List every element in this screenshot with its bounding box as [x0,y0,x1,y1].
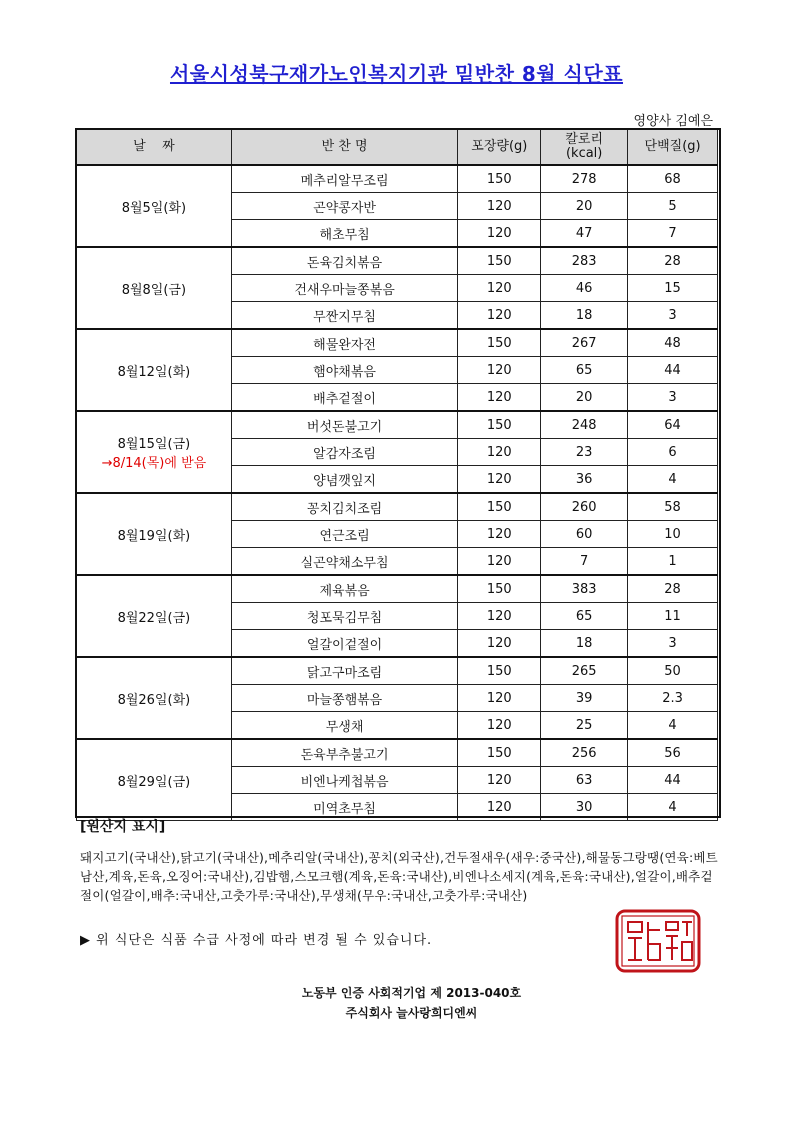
kcal-cell: 25 [541,712,628,740]
weight-cell: 150 [458,493,541,521]
dish-name-cell: 무짠지무침 [231,302,458,330]
weight-cell: 120 [458,220,541,248]
date-label: 8월19일(화) [117,528,191,544]
date-label: 8월26일(화) [117,692,191,708]
protein-cell: 7 [628,220,718,248]
protein-cell: 4 [628,794,718,821]
dish-name-cell: 메추리알무조림 [231,165,458,193]
weight-cell: 120 [458,466,541,494]
protein-cell: 28 [628,575,718,603]
header-protein: 단백질(g) [628,130,718,166]
table-row [77,493,718,521]
weight-cell: 150 [458,739,541,767]
header-date: 날 짜 [77,130,232,166]
date-label: 8월15일(금) [117,437,191,452]
dish-name-cell: 배추겉절이 [231,384,458,412]
kcal-cell: 283 [541,247,628,275]
table-row [77,247,718,275]
weight-cell: 150 [458,411,541,439]
kcal-cell: 23 [541,439,628,466]
kcal-cell: 248 [541,411,628,439]
dish-name-cell: 돈육부추불고기 [231,739,458,767]
table-row [77,165,718,193]
origin-text: 돼지고기(국내산),닭고기(국내산),메추리알(국내산),꽁치(외국산),건두절새우(새우:중국산),해물동그랑땡(연육:베트남산,계육,돈육,오징어:국내산),김밥햄,스모크햄(계육,돈육:국내산),비엔나소세지(계육,돈육:국내산),얼갈이,배추겉절이(얼갈이,배추:국내산,고춧가루:국내산),무생채(무우:국내산,고춧가루:국내산) [80,850,718,903]
kcal-cell: 47 [541,220,628,248]
dish-name-cell: 연근조림 [231,521,458,548]
certification-line: 노동부 인증 사회적기업 제 2013-040호 [301,986,522,1000]
protein-cell: 56 [628,739,718,767]
kcal-cell: 18 [541,302,628,330]
weight-cell: 120 [458,384,541,412]
kcal-cell: 260 [541,493,628,521]
protein-cell: 44 [628,357,718,384]
date-cell [77,411,232,493]
dish-name-cell: 곤약콩자반 [231,193,458,220]
dish-name-cell: 알감자조림 [231,439,458,466]
dish-name-cell: 해물완자전 [231,329,458,357]
protein-cell: 11 [628,603,718,630]
dish-name-cell: 비엔나케첩볶음 [231,767,458,794]
table-header-row [77,130,718,166]
weight-cell: 150 [458,575,541,603]
protein-cell: 15 [628,275,718,302]
kcal-cell: 383 [541,575,628,603]
weight-cell: 120 [458,685,541,712]
header-dish: 반 찬 명 [231,130,458,166]
dish-name-cell: 양념깻잎지 [231,466,458,494]
weight-cell: 120 [458,357,541,384]
dish-name-cell: 건새우마늘쫑볶음 [231,275,458,302]
page-title: 서울시성북구재가노인복지기관 밑반찬 8월 식단표 [169,62,624,86]
dish-name-cell: 얼갈이겉절이 [231,630,458,658]
date-label: 8월22일(금) [117,610,191,626]
company-name: 주식회사 늘사랑희디엔씨 [345,1006,478,1020]
weight-cell: 150 [458,329,541,357]
dish-name-cell: 햄야채볶음 [231,357,458,384]
dish-name-cell: 미역초무침 [231,794,458,821]
protein-cell: 48 [628,329,718,357]
protein-cell: 3 [628,384,718,412]
date-label: 8월5일(화) [121,200,187,216]
protein-cell: 4 [628,466,718,494]
company-seal-stamp [614,908,702,974]
kcal-cell: 65 [541,603,628,630]
dish-name-cell: 마늘쫑햄볶음 [231,685,458,712]
protein-cell: 68 [628,165,718,193]
table-row [77,411,718,439]
change-notice: ▶ 위 식단은 식품 수급 사정에 따라 변경 될 수 있습니다. [80,933,433,948]
weight-cell: 120 [458,439,541,466]
kcal-cell: 265 [541,657,628,685]
weight-cell: 150 [458,657,541,685]
kcal-cell: 46 [541,275,628,302]
date-label: 8월29일(금) [117,774,191,790]
protein-cell: 64 [628,411,718,439]
table-row [77,739,718,767]
date-cell [77,739,232,821]
dish-name-cell: 실곤약채소무침 [231,548,458,576]
kcal-cell: 39 [541,685,628,712]
protein-cell: 4 [628,712,718,740]
dish-name-cell: 꽁치김치조림 [231,493,458,521]
protein-cell: 50 [628,657,718,685]
table-row [77,657,718,685]
dish-name-cell: 돈육김치볶음 [231,247,458,275]
dish-name-cell: 해초무침 [231,220,458,248]
date-change-note: →8/14(목)에 받음 [101,456,207,471]
protein-cell: 1 [628,548,718,576]
protein-cell: 2.3 [628,685,718,712]
protein-cell: 44 [628,767,718,794]
dish-name-cell: 제육볶음 [231,575,458,603]
weight-cell: 120 [458,302,541,330]
weight-cell: 120 [458,548,541,576]
weight-cell: 120 [458,275,541,302]
weight-cell: 120 [458,193,541,220]
origin-heading: [원산지 표시] [80,819,166,835]
menu-table [76,129,718,821]
protein-cell: 6 [628,439,718,466]
weight-cell: 150 [458,247,541,275]
dish-name-cell: 닭고구마조림 [231,657,458,685]
kcal-cell: 267 [541,329,628,357]
date-cell [77,493,232,575]
date-cell [77,247,232,329]
weight-cell: 120 [458,630,541,658]
kcal-cell: 63 [541,767,628,794]
weight-cell: 120 [458,712,541,740]
date-label: 8월8일(금) [121,282,187,298]
kcal-cell: 36 [541,466,628,494]
kcal-cell: 60 [541,521,628,548]
date-cell [77,165,232,247]
kcal-cell: 65 [541,357,628,384]
weight-cell: 120 [458,521,541,548]
weight-cell: 120 [458,603,541,630]
header-kcal: 칼로리 (kcal) [541,130,628,166]
protein-cell: 3 [628,630,718,658]
kcal-cell: 20 [541,193,628,220]
kcal-cell: 20 [541,384,628,412]
header-weight: 포장량(g) [458,130,541,166]
date-cell [77,575,232,657]
dish-name-cell: 청포묵김무침 [231,603,458,630]
weight-cell: 120 [458,767,541,794]
table-row [77,575,718,603]
weight-cell: 150 [458,165,541,193]
kcal-cell: 30 [541,794,628,821]
protein-cell: 10 [628,521,718,548]
kcal-cell: 18 [541,630,628,658]
kcal-cell: 256 [541,739,628,767]
dish-name-cell: 무생채 [231,712,458,740]
kcal-cell: 278 [541,165,628,193]
date-cell [77,657,232,739]
weight-cell: 120 [458,794,541,821]
kcal-cell: 7 [541,548,628,576]
date-label: 8월12일(화) [117,364,191,380]
protein-cell: 3 [628,302,718,330]
dish-name-cell: 버섯돈불고기 [231,411,458,439]
protein-cell: 58 [628,493,718,521]
table-row [77,329,718,357]
protein-cell: 28 [628,247,718,275]
author-label: 영양사 김예은 [633,114,713,129]
protein-cell: 5 [628,193,718,220]
date-cell [77,329,232,411]
